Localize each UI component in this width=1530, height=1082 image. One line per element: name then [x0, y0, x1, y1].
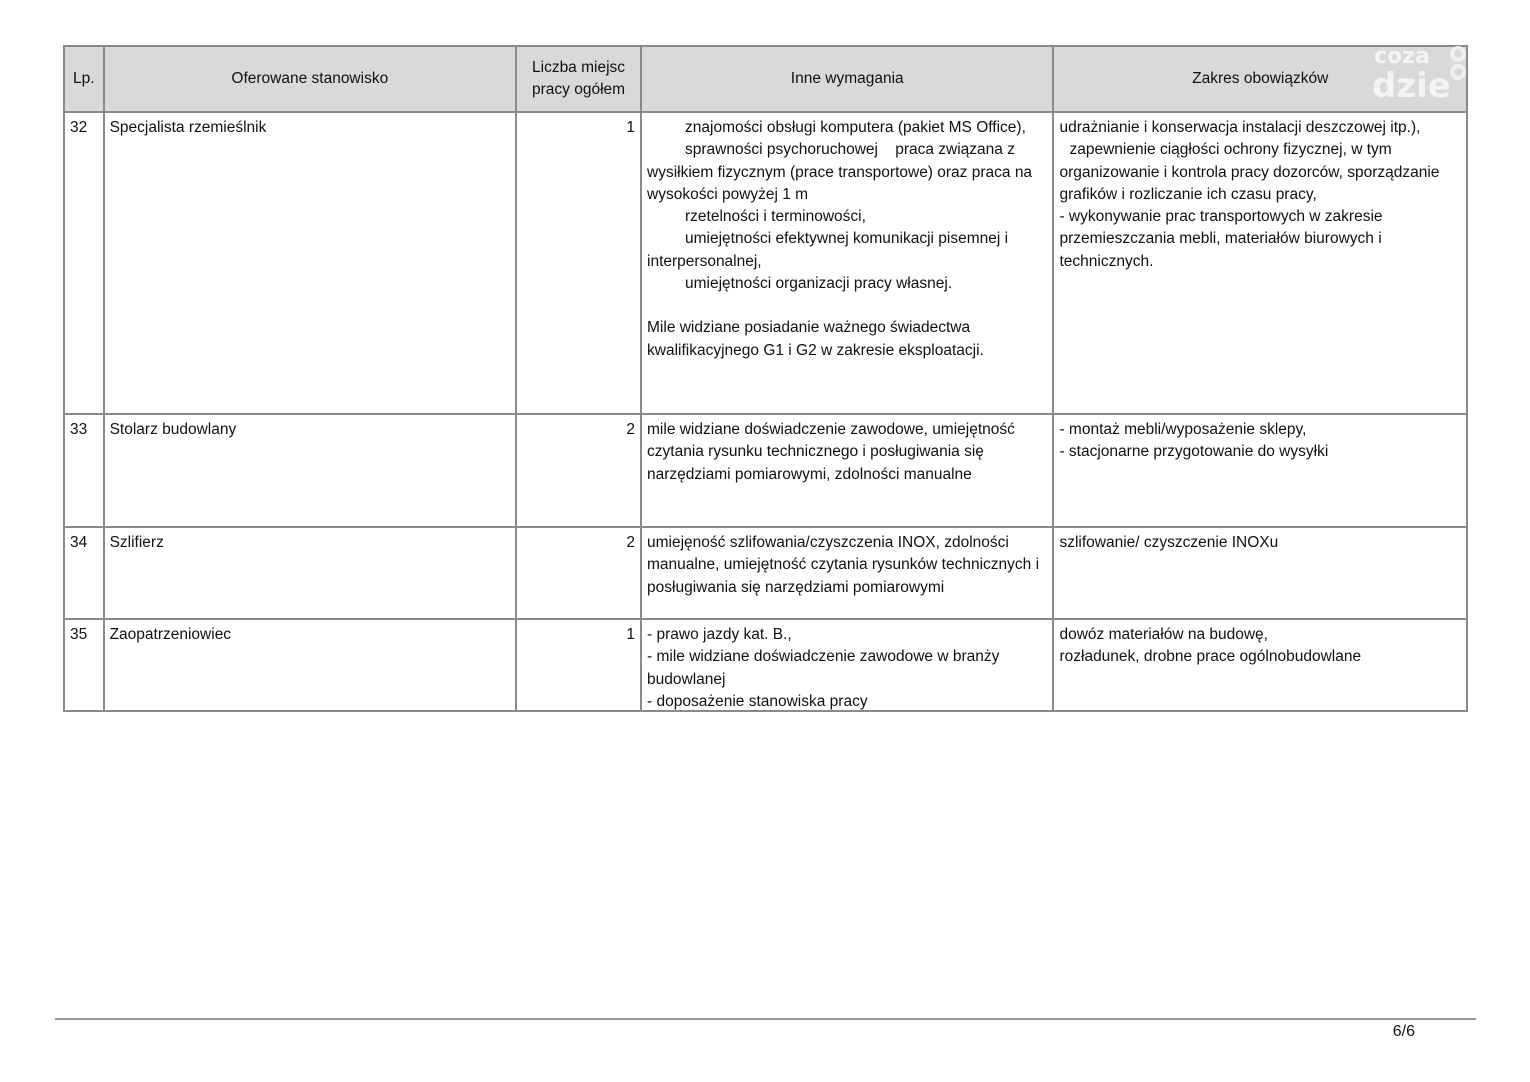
cell-requirements [641, 527, 1053, 619]
requirement-text: umiejętności efektywnej komunikacji pisemnej i interpersonalnej, [647, 230, 1009, 270]
spacer [647, 295, 1047, 317]
requirement-item: - prawo jazdy kat. B., [647, 626, 792, 643]
table-row [64, 619, 1467, 711]
watermark-line1: coza [1374, 44, 1430, 69]
cell-requirements [641, 619, 1053, 711]
requirement-item: umiejęność szlifowania/czyszczenia INOX, zdolności manualne, umiejętność czytania rysunków technicznych i posługiwania się narzędziami pomiarowymi [647, 534, 1040, 596]
watermark-line2: dzie [1372, 66, 1451, 106]
duty-item: udrażnianie i konserwacja instalacji deszczowej itp.), [1059, 119, 1421, 136]
duty-item: - montaż mebli/wyposażenie sklepy, [1059, 421, 1307, 438]
table-row [64, 414, 1467, 527]
requirement-text: umiejętności organizacji pracy własnej. [685, 275, 953, 293]
duty-item: - wykonywanie prac transportowych w zakresie przemieszczania mebli, materiałów biurowych i technicznych. [1059, 208, 1383, 270]
cell-duties [1053, 527, 1467, 619]
footer-divider [55, 1018, 1476, 1020]
cell-count: 2 [516, 527, 641, 619]
requirement-item [647, 228, 1047, 273]
duty-item: - stacjonarne przygotowanie do wysyłki [1059, 443, 1329, 461]
header-duties: Zakres obowiązków [1053, 46, 1467, 112]
job-offers-table [63, 45, 1468, 712]
requirement-item [647, 206, 1047, 228]
cell-position: Szlifierz [104, 527, 516, 619]
requirements-clip [647, 532, 1047, 618]
requirement-note: Mile widziane posiadanie ważnego świadectwa kwalifikacyjnego G1 i G2 w zakresie eksploatacji. [647, 319, 984, 359]
requirement-item: - doposażenie stanowiska pracy [647, 692, 868, 710]
cell-requirements [641, 112, 1053, 414]
cell-lp: 34 [64, 527, 104, 619]
requirement-item [647, 117, 1047, 139]
requirement-item [647, 273, 1047, 295]
cell-count: 1 [516, 619, 641, 711]
header-count-line1: Liczba miejsc [532, 59, 626, 76]
cell-duties [1053, 619, 1467, 711]
cell-position: Zaopatrzeniowiec [104, 619, 516, 711]
duty-item: rozładunek, drobne prace ogólnobudowlane [1059, 648, 1362, 666]
table-header-row [64, 46, 1467, 112]
cell-count: 2 [516, 414, 641, 527]
duty-item: szlifowanie/ czyszczenie INOXu [1059, 534, 1279, 551]
header-requirements: Inne wymagania [641, 46, 1053, 112]
header-position: Oferowane stanowisko [104, 46, 516, 112]
cell-duties [1053, 112, 1467, 414]
cell-duties [1053, 414, 1467, 527]
requirement-text: sprawności psychoruchowej praca związana z wysiłkiem fizycznym (prace transportowe) oraz praca na wysokości powyżej 1 m [647, 141, 1037, 203]
cell-lp: 32 [64, 112, 104, 414]
duty-item: zapewnienie ciągłości ochrony fizycznej, w tym organizowanie i kontrola pracy dozorców, sporządzanie grafików i rozliczanie ich czasu pracy, [1059, 141, 1440, 203]
cell-requirements [641, 414, 1053, 527]
requirements-clip [647, 624, 1047, 710]
table-row [64, 527, 1467, 619]
requirement-item [647, 139, 1047, 206]
cell-position: Specjalista rzemieślnik [104, 112, 516, 414]
requirement-item: mile widziane doświadczenie zawodowe, umiejętność czytania rysunku technicznego i posługiwania się narzędziami pomiarowymi, zdolności manualne [647, 421, 1015, 483]
cell-lp: 35 [64, 619, 104, 711]
table-row [64, 112, 1467, 414]
header-count [516, 46, 641, 112]
page-number: 6/6 [1392, 1023, 1415, 1040]
header-count-line2: pracy ogółem [532, 81, 626, 98]
requirement-item: - mile widziane doświadczenie zawodowe w branży budowlanej [647, 648, 1000, 688]
cell-count: 1 [516, 112, 641, 414]
requirement-text: znajomości obsługi komputera (pakiet MS Office), [685, 119, 1026, 136]
duty-item: dowóz materiałów na budowę, [1059, 626, 1268, 643]
cell-lp: 33 [64, 414, 104, 527]
requirement-text: rzetelności i terminowości, [685, 208, 866, 226]
header-lp: Lp. [64, 46, 104, 112]
cell-position: Stolarz budowlany [104, 414, 516, 527]
